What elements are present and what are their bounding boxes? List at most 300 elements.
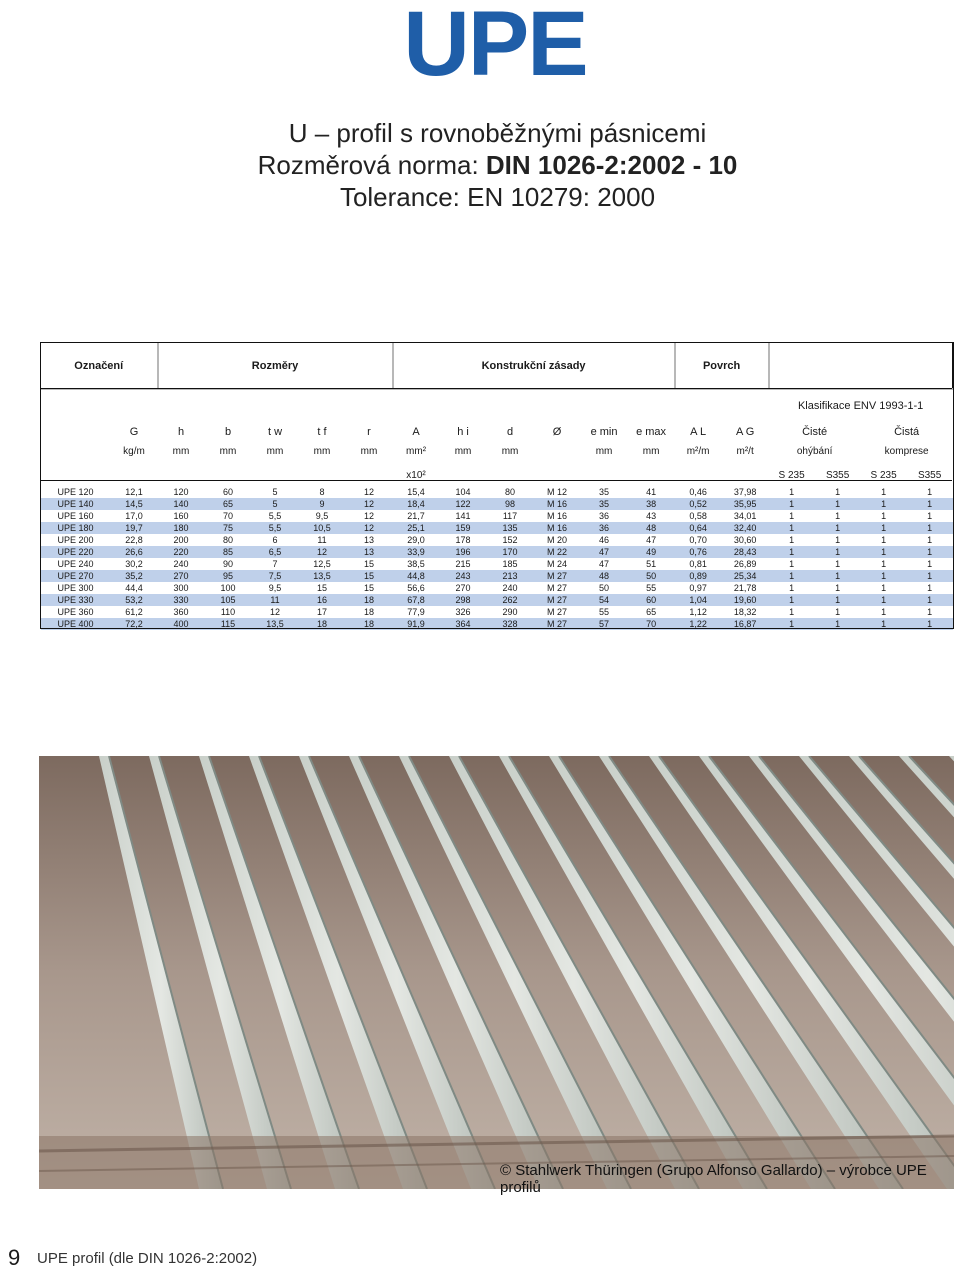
- table-cell: 90: [205, 558, 252, 570]
- table-cell: M 22: [534, 546, 581, 558]
- table-cell: 35,95: [722, 498, 769, 510]
- table-cell: 12: [252, 606, 299, 618]
- table-cell: 1: [907, 546, 953, 558]
- table-body: [41, 486, 953, 630]
- table-row: [41, 594, 953, 606]
- table-cell: 215: [440, 558, 487, 570]
- table-cell: 180: [158, 522, 205, 534]
- table-cell: 7,5: [252, 570, 299, 582]
- table-cell: 18: [346, 618, 393, 630]
- table-cell: 1: [861, 486, 907, 498]
- unit-cell: kg/m: [123, 445, 145, 457]
- table-cell: 43: [628, 510, 675, 522]
- table-cell: 240: [487, 582, 534, 594]
- table-cell: M 16: [534, 510, 581, 522]
- table-cell: 17,0: [111, 510, 158, 522]
- table-cell: 1: [769, 570, 815, 582]
- table-cell: 1,04: [675, 594, 722, 606]
- table-cell: 1: [861, 546, 907, 558]
- class-label-bending: Čisté: [802, 426, 828, 438]
- table-cell: 1: [815, 618, 861, 630]
- group-header-row: [41, 343, 953, 390]
- table-cell: 38: [628, 498, 675, 510]
- table-cell: 0,76: [675, 546, 722, 558]
- table-cell: 6: [252, 534, 299, 546]
- table-cell: 400: [158, 618, 205, 630]
- table-cell: 25,1: [393, 522, 440, 534]
- table-cell: 12,5: [299, 558, 346, 570]
- table-cell: 15: [346, 582, 393, 594]
- table-cell: 1: [907, 606, 953, 618]
- profile-designation: UPE 220: [41, 546, 111, 558]
- symbol-cell: h: [177, 426, 185, 438]
- header-divider: [41, 480, 952, 481]
- table-cell: 196: [440, 546, 487, 558]
- table-cell: 170: [487, 546, 534, 558]
- table-cell: 35,2: [111, 570, 158, 582]
- table-cell: 1: [861, 606, 907, 618]
- table-cell: M 16: [534, 522, 581, 534]
- table-cell: 5: [252, 498, 299, 510]
- unit-cell: m²/m: [686, 445, 710, 457]
- table-cell: 18,32: [722, 606, 769, 618]
- table-cell: 13,5: [299, 570, 346, 582]
- table-cell: 0,58: [675, 510, 722, 522]
- table-cell: 55: [628, 582, 675, 594]
- table-cell: 25,34: [722, 570, 769, 582]
- table-cell: 270: [158, 570, 205, 582]
- table-cell: 49: [628, 546, 675, 558]
- table-cell: 1: [769, 498, 815, 510]
- table-row: [41, 618, 953, 630]
- table-cell: 47: [581, 558, 628, 570]
- profile-designation: UPE 240: [41, 558, 111, 570]
- table-cell: 0,81: [675, 558, 722, 570]
- subtitle-norm-prefix: Rozměrová norma:: [257, 150, 486, 180]
- table-cell: 11: [299, 534, 346, 546]
- table-cell: 1: [769, 618, 815, 630]
- table-row: [41, 534, 953, 546]
- table-row: [41, 522, 953, 534]
- table-cell: 14,5: [111, 498, 158, 510]
- table-cell: 0,70: [675, 534, 722, 546]
- table-cell: 38,5: [393, 558, 440, 570]
- table-cell: 12: [346, 510, 393, 522]
- table-cell: 7: [252, 558, 299, 570]
- table-row: [41, 486, 953, 498]
- group-header-construction: Konstrukční zásady: [393, 343, 675, 390]
- table-cell: 270: [440, 582, 487, 594]
- table-cell: 140: [158, 498, 205, 510]
- table-cell: 1: [815, 558, 861, 570]
- table-cell: 35: [581, 498, 628, 510]
- unit-cell: mm: [501, 445, 519, 457]
- table-cell: 77,9: [393, 606, 440, 618]
- table-cell: 26,89: [722, 558, 769, 570]
- unit-cell: mm: [313, 445, 331, 457]
- table-cell: 60: [205, 486, 252, 498]
- table-cell: 15: [299, 582, 346, 594]
- unit-cell: mm: [454, 445, 472, 457]
- table-cell: 1: [861, 618, 907, 630]
- table-cell: 36: [581, 522, 628, 534]
- table-cell: 115: [205, 618, 252, 630]
- table-cell: 1: [861, 558, 907, 570]
- subtitle-norm: [0, 150, 960, 180]
- table-cell: 1: [907, 570, 953, 582]
- table-cell: 1: [861, 522, 907, 534]
- table-cell: 1: [907, 522, 953, 534]
- table-row: [41, 498, 953, 510]
- photo-credit: © Stahlwerk Thüringen (Grupo Alfonso Gallardo) – výrobce UPE profilů: [500, 1162, 927, 1196]
- profile-designation: UPE 200: [41, 534, 111, 546]
- group-header-empty: [769, 343, 953, 390]
- footer-caption: UPE profil (dle DIN 1026-2:2002): [37, 1250, 258, 1267]
- table-cell: 300: [158, 582, 205, 594]
- table-cell: 55: [581, 606, 628, 618]
- table-cell: 0,89: [675, 570, 722, 582]
- table-cell: 72,2: [111, 618, 158, 630]
- table-cell: 16: [299, 594, 346, 606]
- table-cell: 15: [346, 570, 393, 582]
- table-cell: 60: [628, 594, 675, 606]
- table-cell: 1: [907, 534, 953, 546]
- factor-row: [41, 464, 953, 486]
- table-cell: 47: [581, 546, 628, 558]
- table-cell: 1: [815, 534, 861, 546]
- table-cell: 1: [769, 522, 815, 534]
- table-cell: 0,97: [675, 582, 722, 594]
- table-cell: 21,7: [393, 510, 440, 522]
- unit-cell: mm: [360, 445, 378, 457]
- profile-designation: UPE 270: [41, 570, 111, 582]
- table-cell: 298: [440, 594, 487, 606]
- header-divider: [41, 388, 952, 389]
- table-cell: M 27: [534, 594, 581, 606]
- table-cell: 152: [487, 534, 534, 546]
- table-cell: 36: [581, 510, 628, 522]
- table-cell: 5,5: [252, 522, 299, 534]
- table-cell: 1: [907, 558, 953, 570]
- table-cell: 1: [861, 498, 907, 510]
- unit-cell: m²/t: [736, 445, 754, 457]
- table-cell: 1: [907, 582, 953, 594]
- table-cell: 1: [861, 594, 907, 606]
- profile-designation: UPE 160: [41, 510, 111, 522]
- table-cell: 41: [628, 486, 675, 498]
- table-cell: 330: [158, 594, 205, 606]
- table-cell: 1: [815, 498, 861, 510]
- symbol-cell: b: [224, 426, 232, 438]
- table-cell: 12: [346, 522, 393, 534]
- subtitle-profile: U – profil s rovnoběžnými pásnicemi: [288, 118, 707, 148]
- unit-cell: mm: [172, 445, 190, 457]
- table-cell: 220: [158, 546, 205, 558]
- table-cell: 9,5: [252, 582, 299, 594]
- table-cell: M 24: [534, 558, 581, 570]
- symbol-cell: A G: [735, 426, 755, 438]
- symbol-cell: A L: [690, 426, 707, 438]
- profile-designation: UPE 360: [41, 606, 111, 618]
- page-title: UPE: [403, 0, 587, 95]
- table-cell: M 27: [534, 582, 581, 594]
- table-cell: 54: [581, 594, 628, 606]
- table-cell: 243: [440, 570, 487, 582]
- table-cell: 105: [205, 594, 252, 606]
- table-cell: 1: [815, 606, 861, 618]
- table-cell: 46: [581, 534, 628, 546]
- table-cell: 185: [487, 558, 534, 570]
- symbol-cell: A: [412, 426, 420, 438]
- unit-cell: mm²: [406, 445, 427, 457]
- table-cell: 19,60: [722, 594, 769, 606]
- table-cell: 200: [158, 534, 205, 546]
- table-cell: 326: [440, 606, 487, 618]
- table-cell: 44,4: [111, 582, 158, 594]
- table-cell: 5,5: [252, 510, 299, 522]
- table-cell: 65: [205, 498, 252, 510]
- table-cell: 117: [487, 510, 534, 522]
- table-cell: 21,78: [722, 582, 769, 594]
- table-cell: 16,87: [722, 618, 769, 630]
- symbol-row: [41, 412, 953, 438]
- class-unit-bending: ohýbání: [796, 445, 833, 457]
- table-cell: 1: [907, 498, 953, 510]
- table-cell: 12: [299, 546, 346, 558]
- subtitle-tolerance: Tolerance: EN 10279: 2000: [339, 182, 656, 212]
- table-cell: 17: [299, 606, 346, 618]
- steel-beams-photo: [39, 756, 954, 1189]
- table-cell: 10,5: [299, 522, 346, 534]
- table-cell: 26,6: [111, 546, 158, 558]
- table-cell: 22,8: [111, 534, 158, 546]
- table-cell: 6,5: [252, 546, 299, 558]
- table-row: [41, 606, 953, 618]
- symbol-cell: G: [129, 426, 139, 438]
- table-cell: 91,9: [393, 618, 440, 630]
- steel-grade: S355: [917, 469, 942, 481]
- table-row: [41, 558, 953, 570]
- profile-designation: UPE 400: [41, 618, 111, 630]
- table-cell: 13: [346, 546, 393, 558]
- group-header-designation: Označení: [41, 343, 158, 390]
- table-row: [41, 582, 953, 594]
- table-cell: 50: [581, 582, 628, 594]
- table-row: [41, 570, 953, 582]
- symbol-cell: e min: [590, 426, 618, 438]
- table-cell: M 20: [534, 534, 581, 546]
- table-cell: 1: [769, 534, 815, 546]
- table-cell: 47: [628, 534, 675, 546]
- unit-cell: mm: [266, 445, 284, 457]
- unit-cell: mm: [595, 445, 613, 457]
- profile-designation: UPE 120: [41, 486, 111, 498]
- profile-designation: UPE 330: [41, 594, 111, 606]
- group-header-surface: Povrch: [675, 343, 769, 390]
- table-cell: M 27: [534, 570, 581, 582]
- profile-designation: UPE 300: [41, 582, 111, 594]
- table-cell: 1: [861, 534, 907, 546]
- table-cell: 56,6: [393, 582, 440, 594]
- table-cell: 61,2: [111, 606, 158, 618]
- table-cell: 1: [907, 594, 953, 606]
- table-cell: 57: [581, 618, 628, 630]
- unit-cell: [534, 438, 581, 464]
- unit-cell: mm: [219, 445, 237, 457]
- table-cell: 53,2: [111, 594, 158, 606]
- table-cell: 75: [205, 522, 252, 534]
- table-cell: 35: [581, 486, 628, 498]
- subtitle-norm-value: DIN 1026-2:2002 - 10: [485, 150, 738, 180]
- table-cell: M 16: [534, 498, 581, 510]
- table-cell: 34,01: [722, 510, 769, 522]
- table-cell: 1,12: [675, 606, 722, 618]
- table-cell: 1: [769, 594, 815, 606]
- table-cell: 1: [769, 510, 815, 522]
- table-cell: 11: [252, 594, 299, 606]
- table-cell: 100: [205, 582, 252, 594]
- table-cell: 32,40: [722, 522, 769, 534]
- table-row: [41, 546, 953, 558]
- table-cell: 48: [628, 522, 675, 534]
- symbol-cell: t f: [317, 426, 327, 438]
- table-cell: 70: [205, 510, 252, 522]
- table-cell: 1: [815, 510, 861, 522]
- profile-designation: UPE 140: [41, 498, 111, 510]
- table-cell: 80: [487, 486, 534, 498]
- table-cell: 80: [205, 534, 252, 546]
- symbol-cell: Ø: [552, 426, 562, 438]
- table-cell: 1: [861, 510, 907, 522]
- unit-row: [41, 438, 953, 464]
- table-cell: 1: [815, 582, 861, 594]
- table-cell: 0,46: [675, 486, 722, 498]
- symbol-cell: r: [367, 426, 371, 438]
- steel-beams-illustration: [39, 756, 954, 1189]
- class-label-compression: Čistá: [894, 426, 920, 438]
- table-row: [41, 510, 953, 522]
- steel-grade: S355: [825, 469, 850, 481]
- table-cell: 5: [252, 486, 299, 498]
- table-cell: 240: [158, 558, 205, 570]
- unit-cell: mm: [642, 445, 660, 457]
- table-cell: 1,22: [675, 618, 722, 630]
- table-cell: 178: [440, 534, 487, 546]
- table-cell: 104: [440, 486, 487, 498]
- table-cell: 1: [815, 570, 861, 582]
- table-cell: 12,1: [111, 486, 158, 498]
- table-cell: 1: [861, 570, 907, 582]
- area-factor: x10²: [406, 469, 426, 481]
- table-cell: 364: [440, 618, 487, 630]
- profile-designation: UPE 180: [41, 522, 111, 534]
- classification-label: Klasifikace ENV 1993-1-1: [797, 400, 924, 412]
- steel-grade: S 235: [778, 469, 805, 481]
- table-cell: 1: [907, 510, 953, 522]
- table-cell: 19,7: [111, 522, 158, 534]
- table-cell: 9: [299, 498, 346, 510]
- table-cell: 1: [815, 522, 861, 534]
- table-cell: 30,2: [111, 558, 158, 570]
- table-cell: 1: [769, 558, 815, 570]
- table-cell: 1: [907, 618, 953, 630]
- table-cell: 110: [205, 606, 252, 618]
- class-unit-compression: komprese: [884, 445, 929, 457]
- table-cell: 141: [440, 510, 487, 522]
- table-cell: 15,4: [393, 486, 440, 498]
- table-cell: 213: [487, 570, 534, 582]
- table-cell: 1: [907, 486, 953, 498]
- table-cell: 15: [346, 558, 393, 570]
- table-cell: 67,8: [393, 594, 440, 606]
- table-cell: 70: [628, 618, 675, 630]
- steel-grade: S 235: [870, 469, 897, 481]
- profile-spec-table: [40, 342, 953, 630]
- table-cell: 135: [487, 522, 534, 534]
- table-cell: 98: [487, 498, 534, 510]
- table-cell: 65: [628, 606, 675, 618]
- table-cell: 9,5: [299, 510, 346, 522]
- table-cell: 1: [815, 594, 861, 606]
- table-cell: 30,60: [722, 534, 769, 546]
- table-cell: 0,64: [675, 522, 722, 534]
- table-cell: 122: [440, 498, 487, 510]
- table-cell: 51: [628, 558, 675, 570]
- table-cell: 262: [487, 594, 534, 606]
- table-cell: 0,52: [675, 498, 722, 510]
- table-cell: 1: [815, 486, 861, 498]
- table-cell: 44,8: [393, 570, 440, 582]
- table-cell: 328: [487, 618, 534, 630]
- symbol-cell: h i: [457, 426, 469, 438]
- table-cell: 1: [861, 582, 907, 594]
- table-cell: 13: [346, 534, 393, 546]
- table-cell: M 12: [534, 486, 581, 498]
- group-header-dimensions: Rozměry: [158, 343, 393, 390]
- table-cell: 1: [769, 546, 815, 558]
- table-cell: 33,9: [393, 546, 440, 558]
- table-cell: 160: [158, 510, 205, 522]
- symbol-cell: d: [506, 426, 514, 438]
- table-cell: 13,5: [252, 618, 299, 630]
- table-cell: 12: [346, 486, 393, 498]
- table-cell: 18,4: [393, 498, 440, 510]
- table-cell: 18: [346, 606, 393, 618]
- table-cell: 18: [346, 594, 393, 606]
- table-cell: 18: [299, 618, 346, 630]
- table-cell: M 27: [534, 618, 581, 630]
- table-cell: 159: [440, 522, 487, 534]
- table-cell: 12: [346, 498, 393, 510]
- table-cell: 29,0: [393, 534, 440, 546]
- table-cell: 1: [815, 546, 861, 558]
- table-cell: 1: [769, 486, 815, 498]
- table-cell: 1: [769, 606, 815, 618]
- table-cell: 28,43: [722, 546, 769, 558]
- symbol-cell: e max: [636, 426, 667, 438]
- table-cell: M 27: [534, 606, 581, 618]
- table-cell: 85: [205, 546, 252, 558]
- table-cell: 290: [487, 606, 534, 618]
- page-number: 9: [8, 1245, 21, 1270]
- table-cell: 360: [158, 606, 205, 618]
- table-cell: 48: [581, 570, 628, 582]
- table-cell: 120: [158, 486, 205, 498]
- table-cell: 8: [299, 486, 346, 498]
- classification-row: [41, 389, 953, 412]
- table-cell: 50: [628, 570, 675, 582]
- symbol-cell: t w: [267, 426, 283, 438]
